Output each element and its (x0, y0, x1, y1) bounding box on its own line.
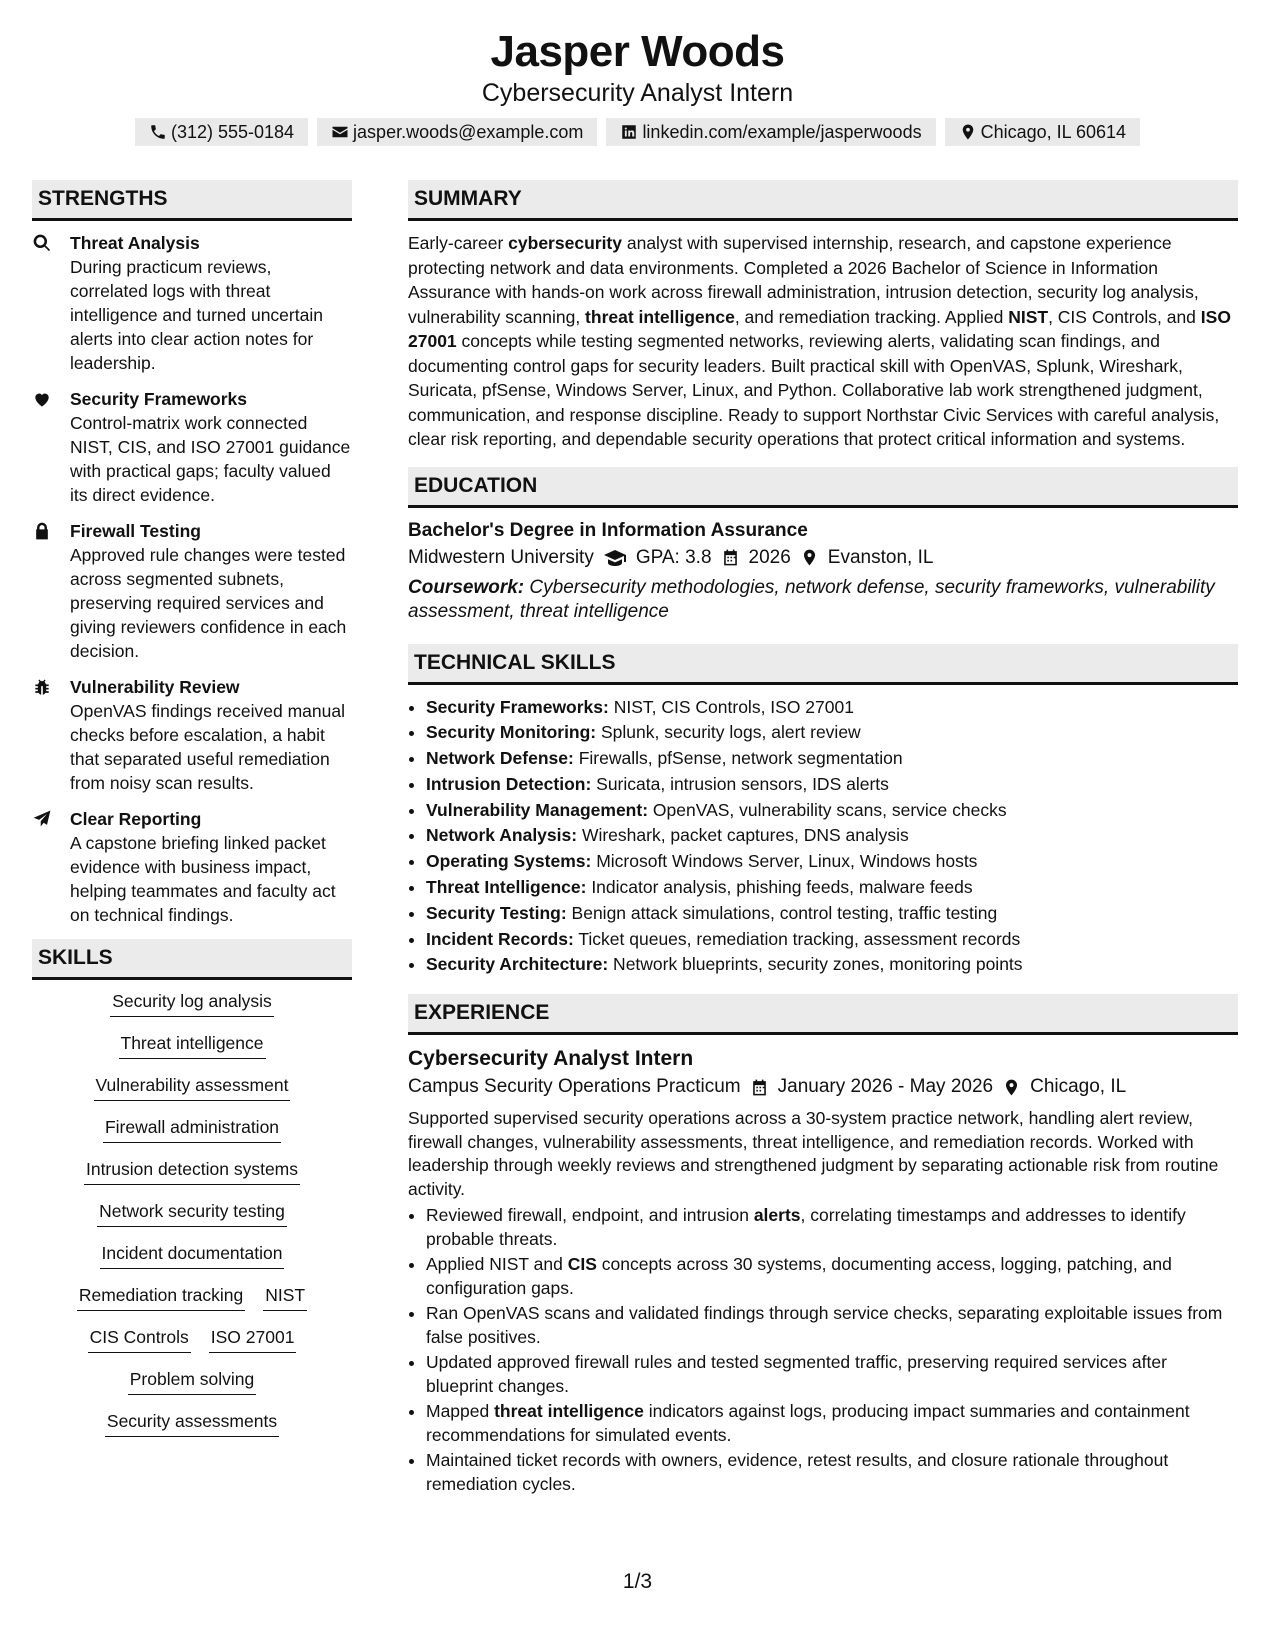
strengths-heading: STRENGTHS (32, 180, 352, 221)
skill-row (32, 990, 352, 1017)
text-run: Updated approved firewall rules and tested segmented traffic, preserving required services after blueprint changes. (426, 1352, 1167, 1397)
calendar-icon (750, 1078, 769, 1097)
coursework-text: Cybersecurity methodologies, network defense, security frameworks, vulnerability assessment, threat intelligence (408, 576, 1215, 622)
left-column (32, 180, 352, 1512)
technical-skill-item (426, 746, 1238, 772)
experience-bullets (408, 1203, 1238, 1496)
technical-skill-label: Network Defense: (426, 748, 574, 769)
map-marker-icon (959, 123, 977, 141)
technical-skill-label: Vulnerability Management: (426, 799, 649, 820)
skill-tag: Incident documentation (100, 1242, 285, 1269)
text-run: , and remediation tracking. Applied (734, 306, 1009, 327)
skill-row (32, 1284, 352, 1311)
contact-bar (0, 118, 1275, 146)
text-run: Early-career (408, 233, 509, 253)
strength-icon-wrap (32, 387, 70, 507)
technical-skills-heading: TECHNICAL SKILLS (408, 644, 1238, 685)
technical-skill-label: Threat Intelligence: (426, 877, 587, 898)
skills-heading: SKILLS (32, 939, 352, 980)
location-text: Chicago, IL 60614 (980, 122, 1127, 142)
skill-row (32, 1368, 352, 1395)
emphasis-text: threat intelligence (494, 1401, 644, 1422)
skill-row (32, 1242, 352, 1269)
skill-row (32, 1074, 352, 1101)
technical-skill-value: Splunk, security logs, alert review (596, 722, 861, 743)
technical-skill-item (426, 875, 1238, 901)
strength-item (32, 387, 352, 507)
strength-title: Firewall Testing (70, 521, 201, 541)
coursework (408, 576, 1238, 624)
job-dates: January 2026 - May 2026 (777, 1076, 994, 1098)
technical-skill-label: Security Monitoring: (426, 722, 597, 743)
strength-body (70, 519, 352, 663)
technical-skill-value: Firewalls, pfSense, network segmentation (573, 748, 903, 769)
summary-text (408, 231, 1238, 452)
technical-skill-value: Wireshark, packet captures, DNS analysis (577, 825, 909, 846)
strength-icon-wrap (32, 675, 70, 795)
skill-row (32, 1200, 352, 1227)
technical-skill-value: NIST, CIS Controls, ISO 27001 (608, 696, 854, 717)
strengths-list (32, 231, 352, 927)
technical-skill-item (426, 901, 1238, 927)
job-location: Chicago, IL (1030, 1076, 1127, 1098)
technical-skill-value: Ticket queues, remediation tracking, assessment records (573, 928, 1021, 949)
technical-skill-value: Microsoft Windows Server, Linux, Windows hosts (591, 851, 978, 872)
strength-description: OpenVAS findings received manual checks before escalation, a habit that separated useful remediation from noisy scan results. (70, 701, 345, 793)
strength-body (70, 387, 352, 507)
technical-skill-label: Security Testing: (426, 902, 567, 923)
text-run: concepts while testing segmented networks, reviewing alerts, validating scan findings, and documenting control gaps for security leaders. Built practical skill with OpenVAS, Splunk, Wireshark, Suricata, pfSense, Windows Server, Linux, and Python. Collaborative lab work strengthened judgment, communication, and response discipline. Ready to support Northstar Civic Services with careful analysis, clear risk reporting, and dependable security operations that protect critical information and systems. (408, 331, 1220, 449)
skill-tag: Threat intelligence (119, 1032, 266, 1059)
search-icon (32, 233, 52, 253)
technical-skill-item (426, 823, 1238, 849)
text-run: Mapped (426, 1401, 495, 1422)
technical-skill-label: Network Analysis: (426, 825, 578, 846)
strength-title: Security Frameworks (70, 389, 248, 409)
paper-plane-icon (32, 809, 52, 829)
technical-skill-value: Network blueprints, security zones, monitoring points (608, 954, 1023, 975)
emphasis-text: NIST (1008, 306, 1049, 327)
graduation-year: 2026 (748, 546, 791, 568)
experience-bullet (426, 1203, 1238, 1251)
contact-email[interactable] (317, 118, 597, 146)
resume-body (32, 180, 1244, 1512)
technical-skill-item (426, 798, 1238, 824)
technical-skill-item (426, 695, 1238, 721)
resume-header (0, 0, 1275, 146)
contact-location (945, 118, 1140, 146)
skill-tag: ISO 27001 (209, 1326, 297, 1353)
skill-tag: NIST (263, 1284, 307, 1311)
experience-bullet (426, 1448, 1238, 1496)
calendar-icon (721, 548, 740, 567)
technical-skill-label: Security Architecture: (426, 954, 609, 975)
experience-bullet (426, 1301, 1238, 1349)
job-title: Cybersecurity Analyst Intern (408, 1047, 694, 1071)
skill-tag: Security log analysis (110, 990, 274, 1017)
strength-title: Vulnerability Review (70, 677, 240, 697)
degree-title: Bachelor's Degree in Information Assurance (408, 519, 808, 541)
education-heading: EDUCATION (408, 467, 1238, 508)
skill-tag: Network security testing (97, 1200, 287, 1227)
map-marker-icon (800, 548, 819, 567)
strength-description: During practicum reviews, correlated logs with threat intelligence and turned uncertain alerts into clear action notes for leadership. (70, 257, 323, 373)
gpa: GPA: 3.8 (635, 546, 712, 568)
strength-icon-wrap (32, 231, 70, 375)
experience-bullet (426, 1399, 1238, 1447)
phone-text: (312) 555-0184 (170, 122, 295, 142)
strength-body (70, 807, 352, 927)
skill-row (32, 1116, 352, 1143)
contact-phone[interactable] (135, 118, 308, 146)
text-run: Applied NIST and (426, 1254, 568, 1275)
school-name: Midwestern University (408, 546, 594, 568)
map-marker-icon (1002, 1078, 1021, 1097)
linkedin-icon (620, 123, 638, 141)
bug-icon (32, 677, 52, 697)
skill-row (32, 1158, 352, 1185)
technical-skill-label: Intrusion Detection: (426, 773, 592, 794)
skill-tag: Security assessments (105, 1410, 279, 1437)
job-org: Campus Security Operations Practicum (408, 1076, 741, 1098)
education-meta (408, 544, 1238, 572)
text-run: Reviewed firewall, endpoint, and intrusion (426, 1205, 754, 1226)
candidate-title: Cybersecurity Analyst Intern (481, 79, 794, 107)
strength-body (70, 231, 352, 375)
emphasis-text: threat intelligence (585, 306, 735, 327)
skill-row (32, 1326, 352, 1353)
technical-skill-item (426, 720, 1238, 746)
technical-skill-item (426, 772, 1238, 798)
skill-row (32, 1410, 352, 1437)
emphasis-text: CIS (567, 1254, 597, 1275)
graduation-cap-icon (603, 546, 627, 570)
skill-tag: Firewall administration (103, 1116, 281, 1143)
strength-body (70, 675, 352, 795)
envelope-icon (331, 123, 349, 141)
skill-tag: Intrusion detection systems (84, 1158, 300, 1185)
email-text: jasper.woods@example.com (353, 122, 584, 142)
skill-tag: CIS Controls (88, 1326, 191, 1353)
strength-icon-wrap (32, 519, 70, 663)
job-meta (408, 1073, 1238, 1101)
technical-skill-item (426, 952, 1238, 978)
skill-row (32, 1032, 352, 1059)
technical-skill-label: Operating Systems: (426, 851, 592, 872)
emphasis-text: ISO 27001 (408, 306, 1231, 351)
linkedin-text: linkedin.com/example/jasperwoods (642, 122, 922, 142)
heart-icon (32, 389, 52, 409)
experience-bullet (426, 1252, 1238, 1300)
strength-description: A capstone briefing linked packet evidence with business impact, helping teammates and faculty act on technical findings. (70, 833, 336, 925)
strength-item (32, 519, 352, 663)
technical-skill-label: Security Frameworks: (426, 696, 609, 717)
text-run: concepts across 30 systems, documenting access, logging, patching, and configuration gaps. (426, 1254, 1172, 1299)
technical-skill-value: OpenVAS, vulnerability scans, service checks (648, 799, 1007, 820)
technical-skill-value: Benign attack simulations, control testing, traffic testing (566, 902, 998, 923)
text-run: analyst with supervised internship, research, and capstone experience protecting network and data environments. Completed a 2026 Bachelor of Science in Information Assurance with hands-on work across firewall administration, intrusion detection, security log analysis, vulnerability scanning, (408, 233, 1199, 327)
text-run: Ran OpenVAS scans and validated findings through service checks, separating exploitable issues from false positives. (426, 1303, 1223, 1348)
text-run: Maintained ticket records with owners, evidence, retest results, and closure rationale throughout remediation cycles. (426, 1450, 1169, 1495)
strength-icon-wrap (32, 807, 70, 927)
strength-item (32, 807, 352, 927)
strength-item (32, 231, 352, 375)
skill-tag: Problem solving (128, 1368, 257, 1395)
technical-skill-item (426, 927, 1238, 953)
text-run: , CIS Controls, and (1048, 306, 1201, 327)
job-intro: Supported supervised security operations across a 30-system practice network, handling alert review, firewall changes, vulnerability assessments, threat intelligence, and remediation records. Worked with leadership through weekly reviews and strengthened judgment by separating actionable risk from routine activity. (408, 1108, 1219, 1199)
technical-skill-label: Incident Records: (426, 928, 574, 949)
coursework-label: Coursework: (408, 576, 525, 598)
skills-list (32, 990, 352, 1437)
text-run: , correlating timestamps and addresses to identify probable threats. (426, 1205, 1186, 1250)
strength-item (32, 675, 352, 795)
lock-icon (32, 521, 52, 541)
technical-skill-value: Suricata, intrusion sensors, IDS alerts (591, 773, 889, 794)
technical-skill-item (426, 849, 1238, 875)
summary-heading: SUMMARY (408, 180, 1238, 221)
skill-tag: Vulnerability assessment (94, 1074, 291, 1101)
right-column (408, 180, 1238, 1512)
experience-heading: EXPERIENCE (408, 994, 1238, 1035)
emphasis-text: alerts (753, 1205, 801, 1226)
text-run: indicators against logs, producing impact summaries and containment recommendations for simulated events. (426, 1401, 1190, 1446)
page-number: 1/3 (622, 1570, 653, 1593)
contact-linkedin[interactable] (606, 118, 935, 146)
phone-icon (149, 123, 167, 141)
candidate-name: Jasper Woods (490, 27, 785, 76)
strength-title: Threat Analysis (70, 233, 200, 253)
strength-title: Clear Reporting (70, 809, 202, 829)
strength-description: Approved rule changes were tested across segmented subnets, preserving required services and giving reviewers confidence in each decision. (70, 545, 347, 661)
strength-description: Control-matrix work connected NIST, CIS, and ISO 27001 guidance with practical gaps; faculty valued its direct evidence. (70, 413, 351, 505)
technical-skill-value: Indicator analysis, phishing feeds, malware feeds (586, 877, 973, 898)
skill-tag: Remediation tracking (77, 1284, 245, 1311)
emphasis-text: cybersecurity (508, 233, 622, 253)
experience-bullet (426, 1350, 1238, 1398)
technical-skills-list (408, 695, 1238, 979)
education-location: Evanston, IL (827, 546, 934, 568)
